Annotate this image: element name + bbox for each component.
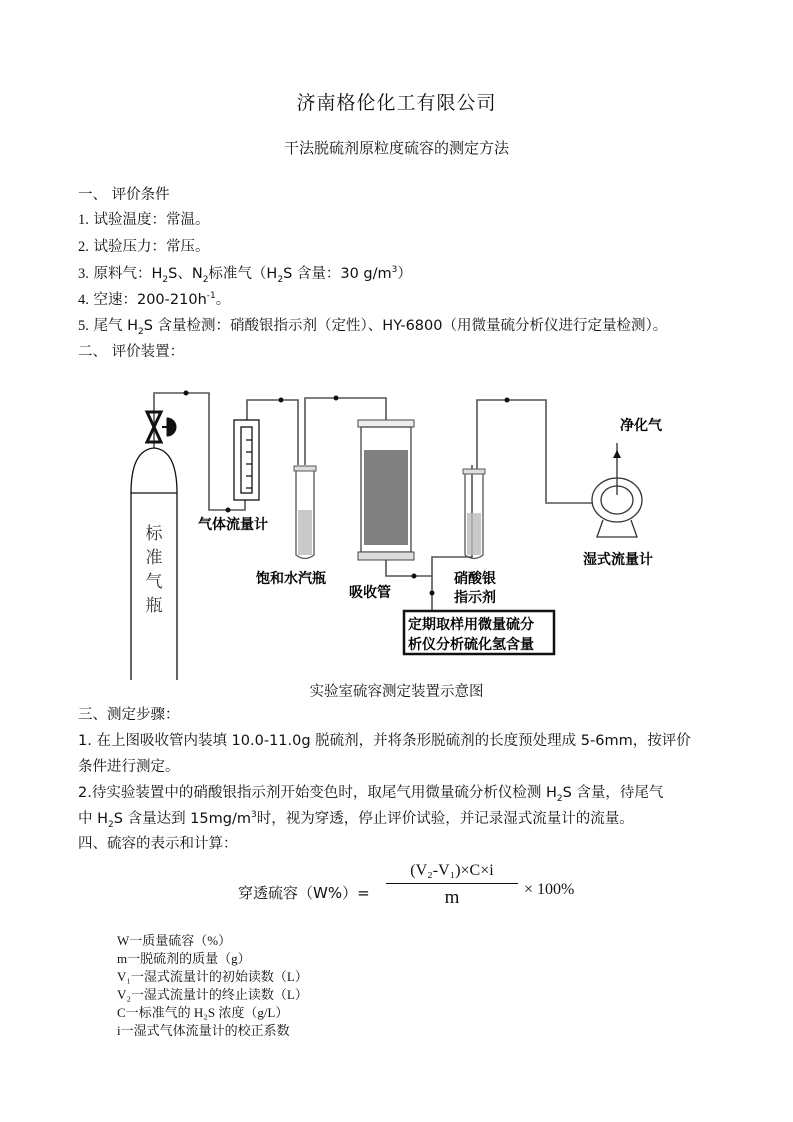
definition-i: i一湿式气体流量计的校正系数 (117, 1023, 290, 1038)
text-part: 标准气（H (208, 266, 278, 282)
text-part: S、N (168, 266, 203, 282)
definition-c: C一标准气的 H₂S 浓度（g/L） (117, 1005, 289, 1020)
gas-flowmeter-icon (234, 420, 259, 500)
cylinder-label-2: 准 (145, 548, 163, 568)
text-part: 空速：200-210h (93, 292, 207, 308)
condition-3 (78, 262, 412, 283)
document-title: 干法脱硫剂原粒度硫容的测定方法 (283, 139, 509, 157)
pipe-indicator-to-meter (477, 400, 593, 503)
text-part: 2.待实验装置中的硝酸银指示剂开始变色时，取尾气用微量硫分析仪检测 H (78, 785, 557, 801)
subscript: 2 (202, 274, 209, 285)
wet-meter-label: 湿式流量计 (583, 552, 653, 568)
text-part: S 含量检测：硝酸银指示剂（定性）、HY-6800（用微量硫分析仪进行定量检测）。 (143, 318, 668, 334)
formula-rhs: × 100% (524, 881, 575, 898)
superscript: 3 (250, 810, 257, 821)
diagram-caption: 实验室硫容测定装置示意图 (309, 684, 484, 700)
condition-1 (78, 208, 209, 229)
flow-dot (184, 391, 189, 396)
step-2-line-2 (78, 807, 634, 828)
condition-2 (78, 235, 209, 256)
indicator-label-1: 硝酸银 (454, 571, 496, 587)
text-part: 原料气：H (93, 266, 163, 282)
flow-dot (430, 591, 435, 596)
text-part: 。 (215, 292, 231, 308)
cylinder-label-4: 瓶 (145, 596, 163, 616)
item-text: 试验温度：常温。 (93, 212, 210, 228)
condition-5 (78, 314, 667, 335)
variable-definitions (117, 932, 308, 1040)
item-text: 试验压力：常压。 (93, 239, 210, 255)
indicator-label-2: 指示剂 (454, 590, 496, 606)
flow-dot (334, 396, 339, 401)
company-title: 济南格伦化工有限公司 (296, 92, 497, 114)
superscript: 3 (391, 265, 398, 276)
step-2-line-1 (78, 781, 663, 802)
item-number: 2. (78, 239, 89, 255)
subscript: 2 (138, 326, 144, 337)
clean-gas-label: 净化气 (620, 418, 662, 434)
absorber-label: 吸收管 (349, 585, 391, 601)
definition-v1: V₁一湿式流量计的初始读数（L） (117, 969, 308, 984)
saturator-label: 饱和水汽瓶 (256, 571, 326, 587)
item-number: 5. (78, 318, 89, 334)
formula-denominator: m (444, 887, 460, 908)
definition-v2: V₂一湿式流量计的终止读数（L） (117, 987, 308, 1002)
section1-heading: 一、 评价条件 (78, 187, 170, 203)
indicator-bottle-icon (463, 469, 485, 559)
fraction-bar (386, 883, 518, 884)
absorber-tube-icon (358, 420, 414, 560)
flow-dot (226, 508, 231, 513)
section3-heading: 三、测定步骤： (78, 707, 180, 723)
subscript: 2 (277, 274, 284, 285)
text-part: S 含量，待尾气 (562, 785, 664, 801)
item-number: 3. (78, 266, 89, 282)
step-1-line-1: 1. 在上图吸收管内装填 10.0-11.0g 脱硫剂，并将条形脱硫剂的长度预处理成 5-6mm，按评价 (78, 733, 691, 749)
cylinder-label-1: 标 (145, 524, 163, 544)
flow-dot (279, 398, 284, 403)
valve-icon (147, 412, 176, 442)
text-part: ） (397, 266, 412, 282)
formula-numerator: (V₂-V₁)×C×i (410, 862, 494, 879)
arrow-up-icon (613, 450, 621, 458)
flowmeter-label: 气体流量计 (198, 517, 268, 533)
item-number: 1. (78, 212, 89, 228)
item-number: 4. (78, 292, 89, 308)
apparatus-diagram (0, 380, 793, 680)
definition-w: W一质量硫容（%） (117, 933, 232, 948)
section2-heading: 二、 评价装置： (78, 344, 185, 360)
pipe-flowmeter-to-saturator (247, 400, 298, 465)
text-part: 尾气 H (93, 318, 138, 334)
formula-lhs: 穿透硫容（W%）= (238, 884, 370, 902)
flow-dot (412, 574, 417, 579)
text-part: S 含量：30 g/m (283, 266, 392, 282)
sampling-text-2: 析仪分析硫化氢含量 (408, 637, 534, 653)
definition-m: m一脱硫剂的质量（g） (117, 951, 251, 966)
subscript: 2 (556, 793, 563, 804)
subscript: 2 (108, 819, 114, 830)
saturator-bottle-icon (294, 466, 316, 559)
cylinder-label-3: 气 (145, 572, 163, 592)
flow-dot (505, 398, 510, 403)
formula-fraction (386, 862, 518, 909)
step-1-line-2: 条件进行测定。 (78, 759, 180, 775)
superscript: -1 (206, 291, 216, 302)
sampling-text-1: 定期取样用微量硫分 (408, 617, 534, 633)
section4-heading: 四、硫容的表示和计算： (78, 836, 238, 852)
text-part: 中 H (78, 811, 109, 827)
condition-4 (78, 288, 230, 309)
text-part: 时，视为穿透，停止评价试验，并记录湿式流量计的流量。 (256, 811, 634, 827)
subscript: 2 (162, 274, 169, 285)
text-part: S 含量达到 15mg/m (113, 811, 251, 827)
